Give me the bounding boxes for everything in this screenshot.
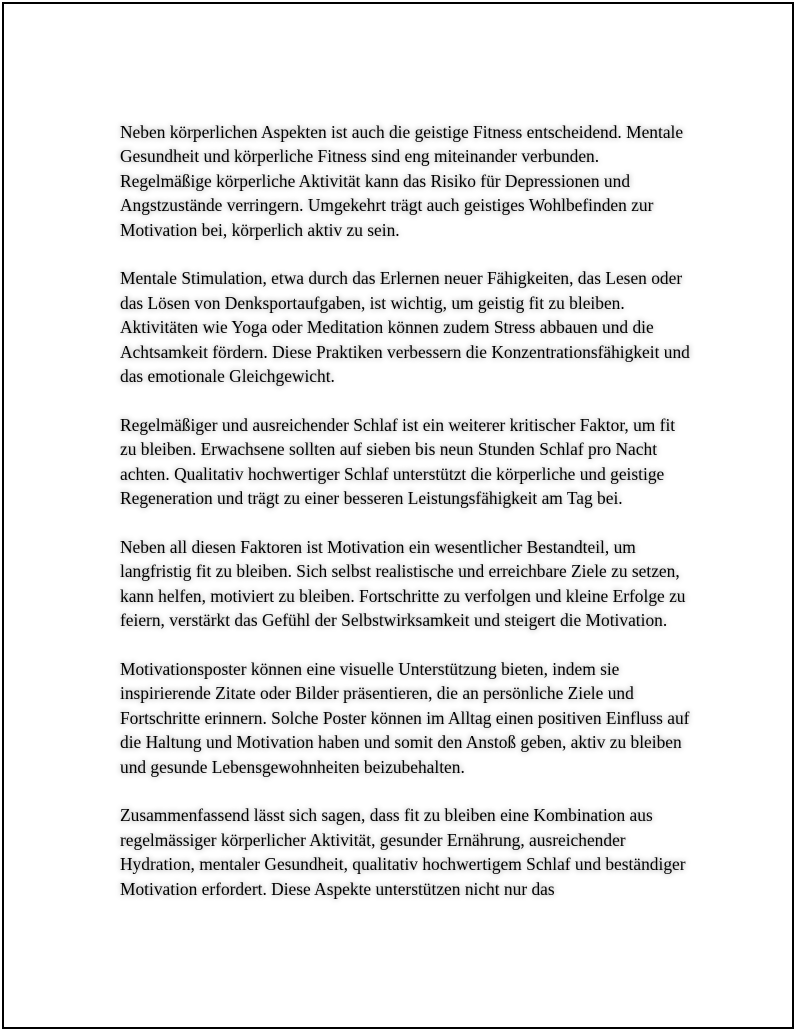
document-body [120,120,692,925]
paragraph-mental-stimulation: Mentale Stimulation, etwa durch das Erlernen neuer Fähigkeiten, das Lesen oder das Lösen von Denksportaufgaben, ist wichtig, um geistig fit zu bleiben. Aktivitäten wie Yoga oder Meditation können zudem Stress abbauen und die Achtsamkeit fördern. Diese Praktiken verbessern die Konzentrationsfähigkeit und das emotionale Gleichgewicht. [120,268,690,387]
paragraph-sleep: Regelmäßiger und ausreichender Schlaf ist ein weiterer kritischer Faktor, um fit zu bleiben. Erwachsene sollten auf sieben bis neun Stunden Schlaf pro Nacht achten. Qualitativ hochwertiger Schlaf unterstützt die körperliche und geistige Regeneration und trägt zu einer besseren Leistungsfähigkeit am Tag bei. [120,414,676,509]
paragraph-motivation-posters: Motivationsposter können eine visuelle Unterstützung bieten, indem sie inspirierende Zitate oder Bilder präsentieren, die an persönliche Ziele und Fortschritte erinnern. Solche Poster können im Alltag einen positiven Einfluss auf die Haltung und Motivation haben und somit den Anstoß geben, aktiv zu bleiben und gesunde Lebensgewohnheiten beizubehalten. [120,658,690,777]
paragraph-motivation: Neben all diesen Faktoren ist Motivation ein wesentlicher Bestandteil, um langfristig fit zu bleiben. Sich selbst realistische und erreichbare Ziele zu setzen, kann helfen, motiviert zu bleiben. Fortschritte zu verfolgen und kleine Erfolge zu feiern, verstärkt das Gefühl der Selbstwirksamkeit und steigert die Motivation. [120,536,686,631]
document-page [2,2,794,1029]
paragraph-mental-fitness: Neben körperlichen Aspekten ist auch die geistige Fitness entscheidend. Mentale Gesundheit und körperliche Fitness sind eng miteinander verbunden. Regelmäßige körperliche Aktivität kann das Risiko für Depressionen und Angstzustände verringern. Umgekehrt trägt auch geistiges Wohlbefinden zur Motivation bei, körperlich aktiv zu sein. [120,122,684,240]
paragraph-summary: Zusammenfassend lässt sich sagen, dass fit zu bleiben eine Kombination aus regelmässiger körperlicher Aktivität, gesunder Ernährung, ausreichender Hydration, mentaler Gesundheit, qualitativ hochwertigem Schlaf und beständiger Motivation erfordert. Diese Aspekte unterstützen nicht nur das [120,805,686,899]
